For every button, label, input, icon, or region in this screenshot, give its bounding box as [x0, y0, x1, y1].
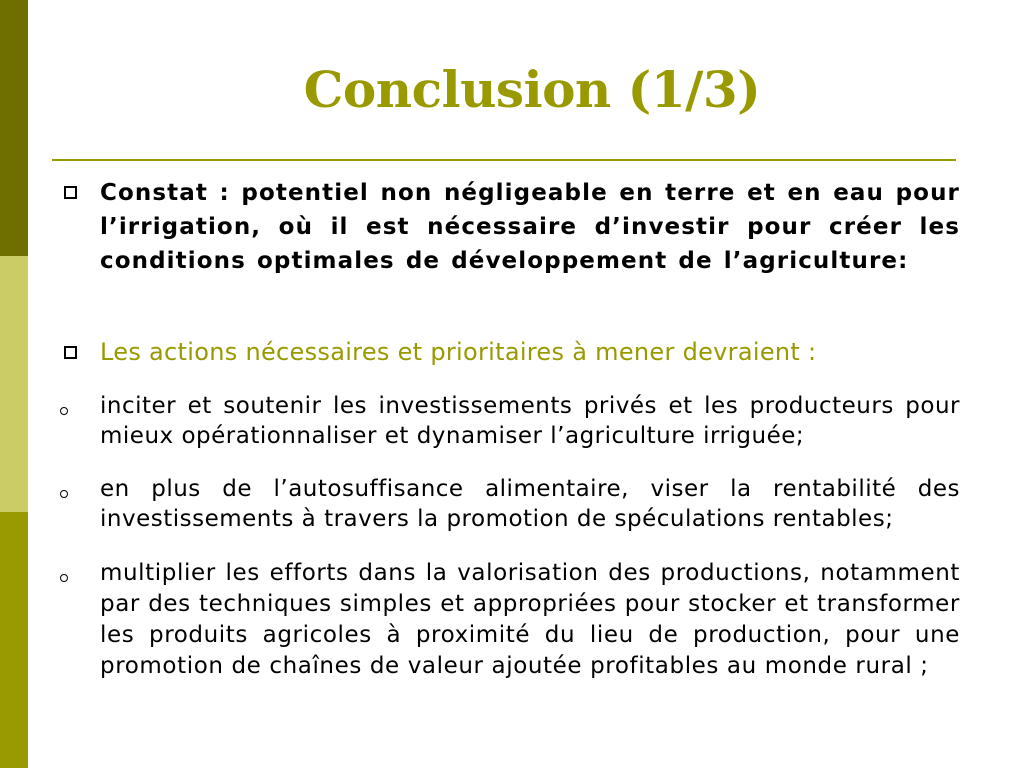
sub-bullet-autosuffisance: en plus de l’autosuffisance alimentaire, viser la rentabilité des investissements à travers la promotion de spéculations rentables; [100, 476, 960, 532]
sub-bullet-valorisation: multiplier les efforts dans la valorisation des productions, notamment par des techniques simples et appropriées pour stocker et transformer les produits agricoles à proximité du lieu de production, pour une promotion de chaînes de valeur ajoutée profitables au monde rural ; [100, 560, 960, 679]
square-bullet-icon [64, 186, 77, 199]
bullet-actions-intro: Les actions nécessaires et prioritaires à mener devraient : [100, 338, 817, 366]
circle-bullet-icon [60, 490, 68, 498]
decorative-band-middle [0, 256, 28, 512]
circle-bullet-icon [60, 407, 68, 415]
slide-title: Conclusion (1/3) [303, 60, 761, 119]
decorative-band-top [0, 0, 28, 256]
bullet-constat: Constat : potentiel non négligeable en terre et en eau pour l’irrigation, où il est nécessaire d’investir pour créer les conditions optimales de développement de l’agriculture: [100, 180, 960, 274]
square-bullet-icon [64, 346, 77, 359]
decorative-band-bottom [0, 512, 28, 768]
sub-bullet-inciter: inciter et soutenir les investissements privés et les producteurs pour mieux opérationnaliser et dynamiser l’agriculture irriguée; [100, 393, 960, 449]
title-divider [52, 159, 956, 161]
circle-bullet-icon [60, 574, 68, 582]
